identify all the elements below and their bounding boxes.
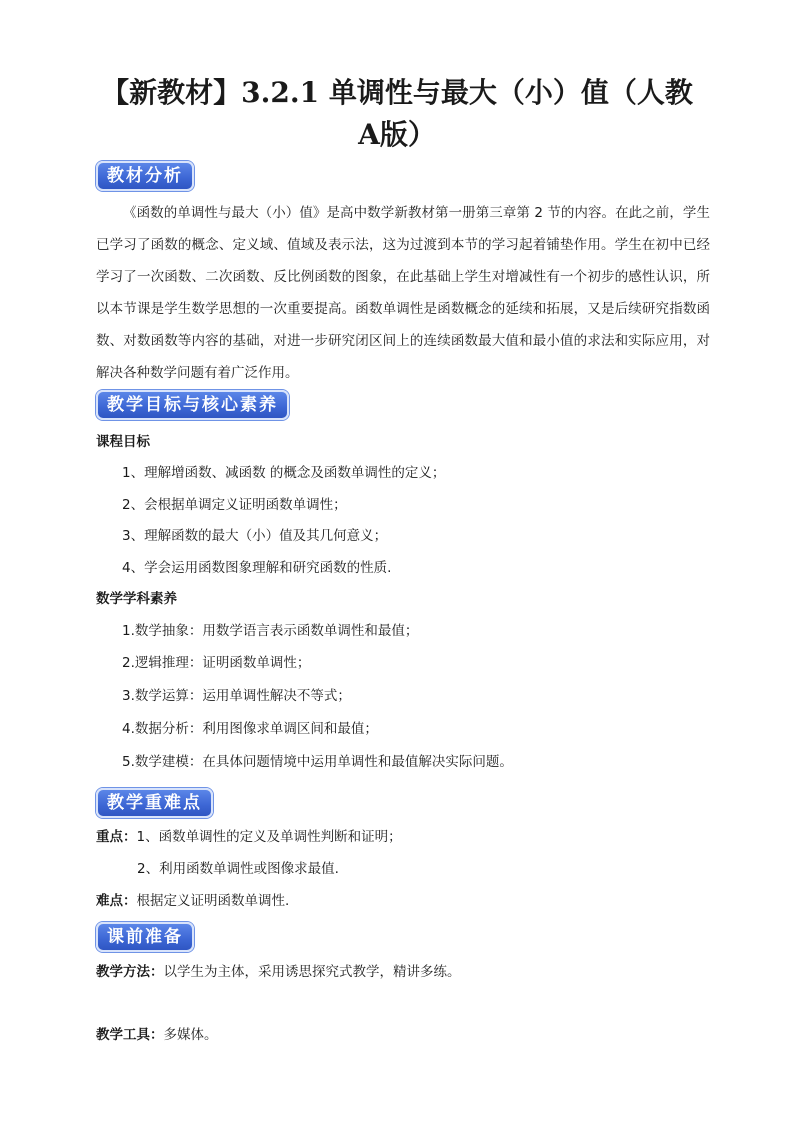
- literacy-item: 4.数据分析：利用图像求单调区间和最值；: [122, 721, 378, 737]
- literacy-item: 3.数学运算：运用单调性解决不等式；: [122, 688, 351, 704]
- section-badge-goals: 教学目标与核心素养: [96, 390, 289, 420]
- teaching-tools-label: 教学工具：: [96, 1027, 164, 1043]
- teaching-method-line: [96, 962, 461, 982]
- section-badge-analysis: 教材分析: [96, 161, 194, 191]
- course-goal-item: 3、理解函数的最大（小）值及其几何意义；: [122, 528, 388, 544]
- section-badge-key-points: 教学重难点: [96, 788, 213, 818]
- literacy-item: 2.逻辑推理：证明函数单调性；: [122, 655, 311, 671]
- teaching-method-label: 教学方法：: [96, 964, 164, 980]
- analysis-text: 《函数的单调性与最大（小）值》是高中数学新教材第一册第三章第 2 节的内容。在此之前，学生已学习了函数的概念、定义域、值域及表示法，这为过渡到本节的学习起着铺垫作用。学生在初中已经学习了一次函数、二次函数、反比例函数的图象，在此基础上学生对增减性有一个初步的感性认识，所以本节课是学生数学思想的一次重要提高。函数单调性是函数概念的延续和拓展，又是后续研究指数函数、对数函数等内容的基础，对进一步研究闭区间上的连续函数最大值和最小值的求法和实际应用，对解决各种数学问题有着广泛作用。: [96, 205, 710, 381]
- teaching-method-text: 以学生为主体，采用诱思探究式教学，精讲多练。: [163, 964, 461, 980]
- difficulty-text: 根据定义证明函数单调性.: [136, 893, 290, 909]
- key-point-line: [96, 827, 402, 847]
- course-goals-heading: 课程目标: [96, 434, 150, 450]
- teaching-tools-line: [96, 1025, 218, 1045]
- key-point-item-2: 2、利用函数单调性或图像求最值.: [137, 861, 339, 877]
- teaching-tools-text: 多媒体。: [163, 1027, 218, 1043]
- literacy-heading: 数学学科素养: [96, 591, 177, 607]
- key-point-label: 重点：: [96, 829, 137, 845]
- course-goal-item: 1、理解增函数、减函数 的概念及函数单调性的定义；: [122, 465, 446, 481]
- course-goal-item: 4、学会运用函数图象理解和研究函数的性质.: [122, 560, 392, 576]
- difficulty-line: [96, 891, 289, 911]
- literacy-item: 5.数学建模：在具体问题情境中运用单调性和最值解决实际问题。: [122, 754, 513, 770]
- course-goal-item: 2、会根据单调定义证明函数单调性；: [122, 497, 347, 513]
- document-title-line2: A版）: [358, 118, 436, 151]
- difficulty-label: 难点：: [96, 893, 137, 909]
- key-point-item: 1、函数单调性的定义及单调性判断和证明；: [136, 829, 402, 845]
- section-badge-preparation: 课前准备: [96, 922, 194, 952]
- document-title-line1: 【新教材】3.2.1 单调性与最大（小）值（人教: [101, 76, 693, 109]
- literacy-item: 1.数学抽象：用数学语言表示函数单调性和最值；: [122, 623, 419, 639]
- analysis-paragraph: [96, 197, 710, 389]
